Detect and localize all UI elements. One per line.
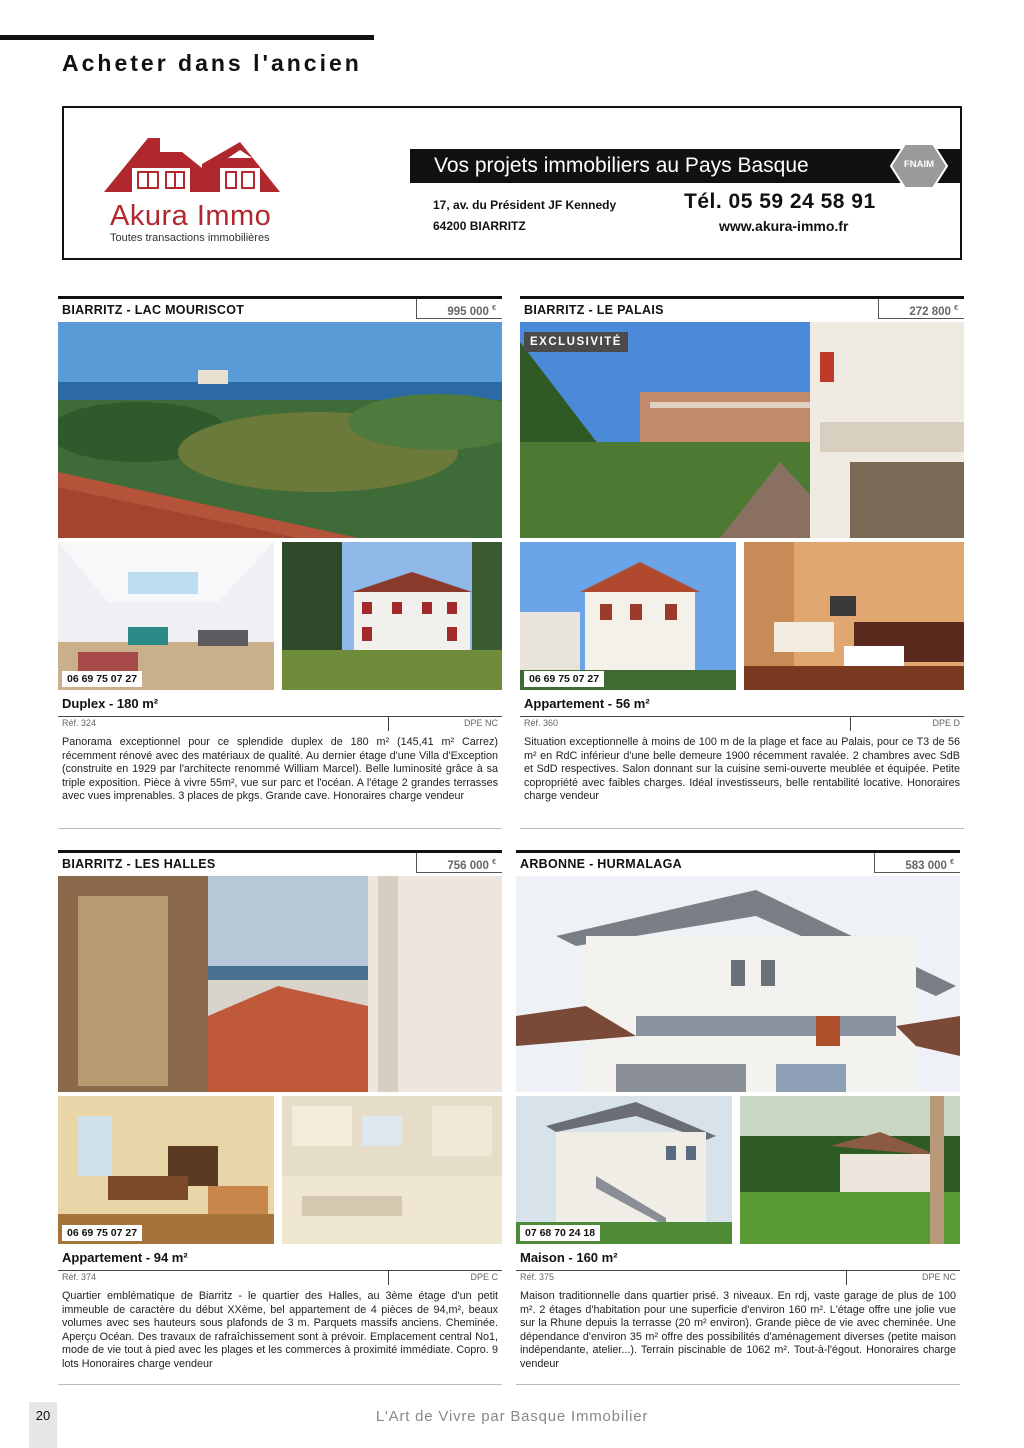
listing-location: BIARRITZ - LES HALLES: [62, 857, 216, 871]
price-value: 272 800: [909, 305, 951, 318]
price-value: 583 000: [905, 859, 947, 872]
main-photo-ocean-view: [58, 322, 502, 538]
listing-dpe: DPE C: [470, 1272, 498, 1282]
listing-dpe: DPE NC: [921, 1272, 956, 1282]
listing-ref-row: [520, 716, 964, 731]
listing-price: [416, 299, 502, 319]
listing-dpe: DPE NC: [463, 718, 498, 728]
agency-logo-name: Akura Immo: [110, 200, 272, 232]
agency-phone: Tél. 05 59 24 58 91: [684, 190, 876, 213]
price-currency: €: [950, 859, 954, 866]
listing-location: ARBONNE - HURMALAGA: [520, 857, 682, 871]
listing-ref: Réf. 360: [524, 718, 559, 728]
listing-price: [416, 853, 502, 873]
card-divider: [58, 1384, 502, 1385]
ad-banner: Vos projets immobiliers au Pays Basque: [410, 149, 962, 183]
listing-type: Appartement - 56 m²: [524, 696, 650, 711]
listing-dpe: DPE D: [932, 718, 960, 728]
listing-description: Panorama exceptionnel pour ce splendide duplex de 180 m² (145,41 m² Carrez) récemment rénové avec des matériaux de qualité. Au dernier étage d'une Villa d'Exception (construite en 1929 par l'architecte renommé William Marcel). Belle luminosité grâce à sa triple exposition. Pièce à vivre 55m², vue sur parc et l'océan. A l'étage 2 grandes terrasses avec vues imprenables. 3 places de pkgs. Grande cave. Honoraires charge vendeur: [62, 736, 498, 803]
listing-card: [516, 850, 960, 1386]
listing-description: Situation exceptionnelle à moins de 100 m de la plage et face au Palais, pour ce T3 de 56 m² en RdC inférieur d'une belle demeure 1900 récemment ravalée. 2 chambres avec SdB et SdD respectives. Salon donnant sur la cuisine semi-ouverte meublée et équipée. Petite copropriété avec faibles charges. Idéal investisseurs, belle rentabilité locative. Honoraires charge vendeur: [524, 736, 960, 803]
footer-text: L'Art de Vivre par Basque Immobilier: [375, 1408, 649, 1425]
listing-ref-row: [58, 716, 502, 731]
agency-tagline: Toutes transactions immobilières: [110, 232, 270, 244]
agency-ad: [62, 106, 962, 260]
photo-villa-exterior: [282, 542, 502, 690]
main-photo-garden: [520, 322, 964, 538]
listing-ref: Réf. 375: [520, 1272, 555, 1282]
listing-phone[interactable]: 06 69 75 07 27: [524, 671, 604, 687]
price-value: 995 000: [447, 305, 489, 318]
photo-dining-room: [58, 1096, 274, 1244]
house-logo-icon: [102, 134, 282, 196]
photo-kitchen: [282, 1096, 502, 1244]
listing-phone[interactable]: 06 69 75 07 27: [62, 671, 142, 687]
photo-garden-annex: [740, 1096, 960, 1244]
photo-salon: [744, 542, 964, 690]
agency-website[interactable]: www.akura-immo.fr: [719, 218, 849, 234]
address-line-2: 64200 BIARRITZ: [433, 219, 526, 233]
price-value: 756 000: [447, 859, 489, 872]
listing-card: [58, 850, 502, 1386]
fnaim-badge: [889, 142, 949, 190]
listing-price: [874, 853, 960, 873]
listing-phone[interactable]: 06 69 75 07 27: [62, 1225, 142, 1241]
listing-card: [520, 296, 964, 828]
listing-header: [520, 296, 964, 321]
address-line-1: 17, av. du Président JF Kennedy: [433, 198, 617, 212]
listing-description: Maison traditionnelle dans quartier prisé. 3 niveaux. En rdj, vaste garage de plus de 100 m². 2 étages d'habitation pour une superficie d'environ 160 m². L'étage offre une jolie vue sur la Rhune depuis la terrasse (20 m² environ). Grande pièce de vie avec cheminée. Une dépendance d'environ 35 m² offre des possibilités d'aménagement diverses (petite maison indépendante, atelier...). Terrain piscinable de 1062 m². Tout-à-l'égout. Honoraires charge vendeur: [520, 1290, 956, 1370]
listing-ref-row: [58, 1270, 502, 1285]
listing-header: [58, 850, 502, 875]
main-photo-rooftops: [58, 876, 502, 1092]
price-currency: €: [492, 859, 496, 866]
page-number: 20: [29, 1402, 57, 1448]
fnaim-label: FNAIM: [904, 159, 935, 170]
listing-location: BIARRITZ - LE PALAIS: [524, 303, 664, 317]
listing-price: [878, 299, 964, 319]
photo-house-side: [516, 1096, 732, 1244]
listing-ref-row: [516, 1270, 960, 1285]
listing-header: [516, 850, 960, 875]
exclusivite-badge: EXCLUSIVITÉ: [524, 332, 628, 352]
card-divider: [520, 828, 964, 829]
photo-building-facade: [520, 542, 736, 690]
main-photo-basque-house: [516, 876, 960, 1092]
listing-type: Duplex - 180 m²: [62, 696, 159, 711]
photo-living-room: [58, 542, 274, 690]
price-currency: €: [492, 305, 496, 312]
section-title: Acheter dans l'ancien: [62, 50, 362, 76]
card-divider: [58, 828, 502, 829]
price-currency: €: [954, 305, 958, 312]
listing-phone[interactable]: 07 68 70 24 18: [520, 1225, 600, 1241]
top-rule: [0, 35, 374, 40]
listing-ref: Réf. 324: [62, 718, 97, 728]
listing-type: Maison - 160 m²: [520, 1250, 618, 1265]
listing-ref: Réf. 374: [62, 1272, 97, 1282]
listing-header: [58, 296, 502, 321]
agency-address: [433, 195, 616, 237]
listing-location: BIARRITZ - LAC MOURISCOT: [62, 303, 245, 317]
listing-card: [58, 296, 502, 828]
card-divider: [516, 1384, 960, 1385]
listing-description: Quartier emblématique de Biarritz - le quartier des Halles, au 3ème étage d'un petit immeuble de caractère du début XXème, bel appartement de 4 pièces de 94,m², beaux volumes avec ses hauteurs sous plafonds de 3 m. Parquets massifs anciens. Cheminée. Aperçu Océan. Des travaux de rafraîchissement sont à prévoir. Emplacement central No1, mode de vie tout à pied avec les plages et les commerces à proximité immédiate. Copro. 9 lots Honoraires charge vendeur: [62, 1290, 498, 1370]
listing-type: Appartement - 94 m²: [62, 1250, 188, 1265]
